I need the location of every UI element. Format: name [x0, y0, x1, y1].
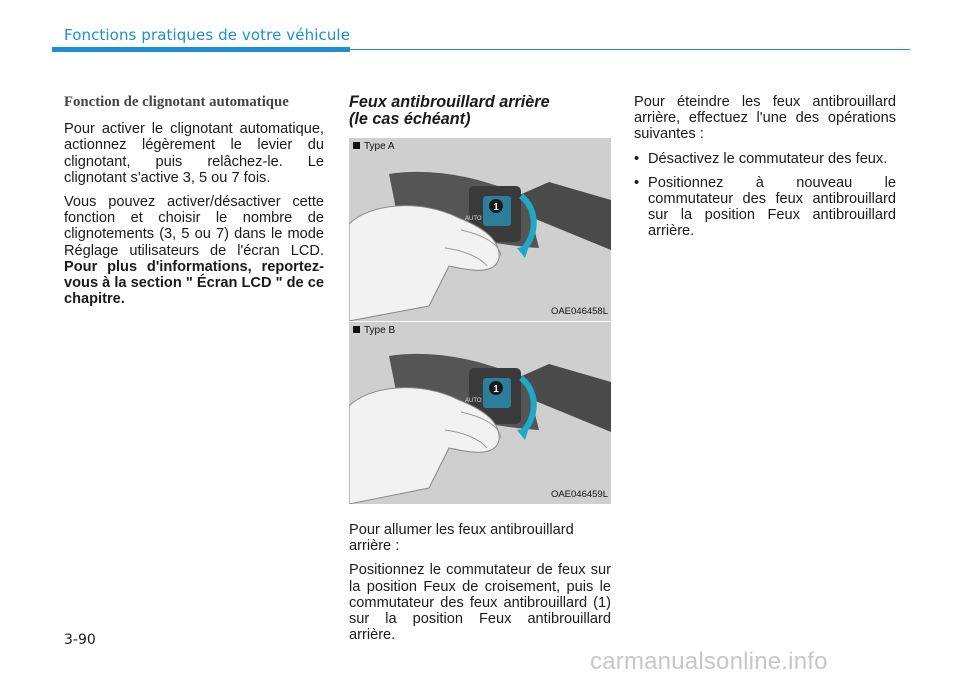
callout-number: 1 — [493, 202, 499, 213]
turn-off-list — [634, 151, 896, 240]
figure-type-b-label: Type B — [353, 325, 395, 336]
column-2-lower — [349, 522, 611, 651]
switch-auto-label: AUTO — [465, 216, 482, 222]
heading-rear-fog: Feux antibrouillard arrière — [349, 93, 550, 111]
list-item: • Désactivez le commutateur des feux. — [634, 151, 896, 167]
paragraph-settings-text: Vous pouvez activer/désactiver cette fonction et choisir le nombre de clignotements (3, 5 ou 7) dans le mode Réglage utilisateurs de l'écran LCD. — [64, 194, 324, 259]
list-item: • Positionnez à nouveau le commutateur des feux antibrouillard sur la position Feux antibrouillard arrière. — [634, 175, 896, 240]
figure-type-a-label: Type A — [353, 141, 395, 152]
figure-type-a — [349, 138, 611, 321]
paragraph-turn-on: Pour allumer les feux antibrouillard arrière : — [349, 522, 574, 555]
paragraph-settings — [64, 194, 324, 307]
paragraph-settings-reference: Pour plus d'informations, reportez-vous à la section " Écran LCD " de ce chapitre. — [64, 258, 324, 308]
switch-auto-label: AUTO — [465, 398, 482, 404]
column-2 — [349, 94, 611, 128]
column-3 — [634, 94, 896, 248]
watermark: carmanualsonline.info — [590, 648, 828, 675]
heading-auto-turn-signal: Fonction de clignotant automatique — [64, 94, 289, 110]
column-1 — [64, 94, 324, 315]
square-bullet-icon — [353, 326, 360, 333]
heading-rear-fog-note: (le cas échéant) — [349, 110, 471, 128]
page-number: 3-90 — [64, 632, 96, 648]
header-accent-bar — [52, 47, 350, 52]
lever-illustration-a — [349, 138, 611, 321]
figure-type-b-code: OAE046459L — [550, 489, 608, 500]
square-bullet-icon — [353, 142, 360, 149]
figure-type-a-code: OAE046458L — [550, 306, 608, 317]
paragraph-turn-on-steps: Positionnez le commutateur de feux sur la position Feux de croisement, puis le commutateur des feux antibrouillard (1) sur la position Feux antibrouillard arrière. — [349, 562, 611, 644]
header-rule — [350, 49, 910, 50]
paragraph-activate: Pour activer le clignotant automatique, actionnez légèrement le levier du clignotant, puis relâchez-le. Le clignotant s'active 3, 5 ou 7 fois. — [64, 121, 324, 186]
section-title: Fonctions pratiques de votre véhicule — [64, 26, 351, 44]
figure-type-b — [349, 322, 611, 504]
paragraph-turn-off: Pour éteindre les feux antibrouillard arrière, effectuez l'une des opérations suivantes : — [634, 94, 896, 143]
callout-number: 1 — [493, 384, 499, 395]
lever-illustration-b — [349, 322, 611, 504]
